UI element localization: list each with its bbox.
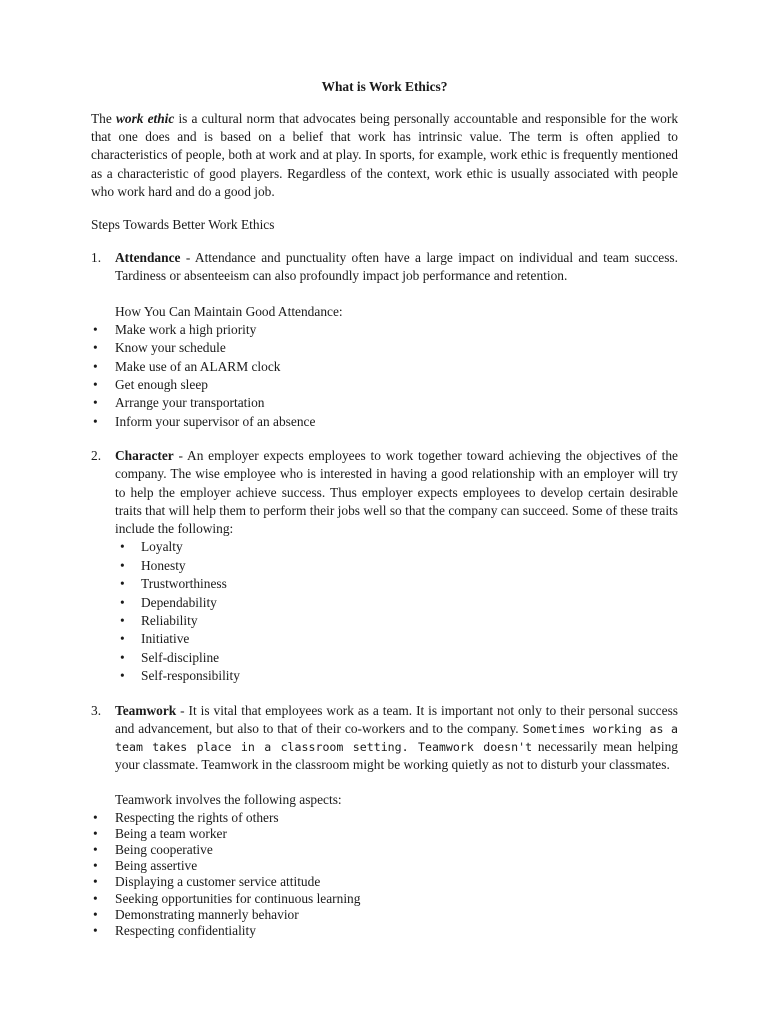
bullet-icon: • — [120, 576, 125, 592]
bullet-icon: • — [120, 557, 125, 573]
list-item: • Seeking opportunities for continuous learning — [93, 890, 361, 906]
teamwork-aspects-list — [91, 810, 678, 940]
step-paragraph — [115, 447, 678, 538]
step-label: Teamwork — [115, 702, 177, 718]
document-page — [91, 78, 678, 939]
bullet-icon: • — [120, 649, 125, 665]
attendance-list — [91, 321, 678, 431]
bullet-icon: • — [93, 358, 98, 374]
bullet-icon: • — [120, 539, 125, 555]
list-item: • Reliability — [115, 612, 678, 630]
step-number: 1. — [91, 250, 102, 266]
bullet-icon: • — [93, 377, 98, 393]
list-item: • Make work a high priority — [91, 321, 678, 339]
attendance-sub-heading: How You Can Maintain Good Attendance: — [115, 303, 343, 319]
list-item: • Get enough sleep — [91, 376, 678, 394]
list-item: • Dependability — [115, 594, 678, 612]
step-text: - An employer expects employees to work together toward achieving the objectives of the company. The wise employee who is interested in having a good relationship with an employer will try to help the employer achieve success. Thus employer expects employees to develop certain desirable traits that will help them to perform their jobs well so that the company can succeed. Some of these traits include the following: — [115, 448, 678, 537]
intro-rest: is a cultural norm that advocates being personally accountable and responsible for the work that one does and is based on a belief that work has intrinsic value. The term is often applied to characteristics of people, both at work and at play. In sports, for example, work ethic is frequently mentioned as a characteristic of good players. Regardless of the context, work ethic is usually associated with people who work hard and do a good job. — [91, 111, 679, 199]
step-paragraph — [115, 702, 678, 775]
bullet-icon: • — [93, 858, 98, 874]
intro-term: work ethic — [115, 111, 175, 126]
bullet-icon: • — [93, 906, 98, 922]
list-item: • Self-responsibility — [115, 667, 678, 685]
teamwork-sub-heading: Teamwork involves the following aspects: — [115, 792, 342, 808]
bullet-icon: • — [93, 321, 98, 337]
list-item: • Trustworthiness — [115, 575, 678, 593]
step-text: - Attendance and punctuality often have a large impact on individual and team success. Tardiness or absenteeism can also profoundly impact job performance and retention. — [115, 250, 678, 284]
character-traits-list — [115, 538, 678, 685]
intro-paragraph — [91, 110, 678, 201]
bullet-icon: • — [93, 395, 98, 411]
intro-lead: The — [91, 111, 116, 126]
step-character — [91, 447, 678, 685]
bullet-icon: • — [93, 340, 98, 356]
document-title: What is Work Ethics? — [321, 79, 448, 94]
step-teamwork — [91, 702, 678, 940]
list-item: • Being a team worker — [93, 825, 227, 841]
bullet-icon: • — [120, 612, 125, 628]
list-item: • Inform your supervisor of an absence — [91, 413, 678, 431]
list-item: • Arrange your transportation — [91, 394, 678, 412]
bullet-icon: • — [93, 890, 98, 906]
step-number: 2. — [91, 448, 102, 464]
steps-heading: Steps Towards Better Work Ethics — [91, 217, 275, 233]
bullet-icon: • — [120, 668, 125, 684]
list-item: • Loyalty — [115, 538, 678, 556]
list-item: • Being cooperative — [93, 841, 213, 857]
step-text: - It is vital that employees work as a team. It is important not only to their personal success and advancement, but also to that of their co-workers and to the company. — [115, 702, 678, 736]
bullet-icon: • — [93, 809, 98, 825]
list-item: • Demonstrating mannerly behavior — [93, 906, 299, 922]
step-number: 3. — [91, 702, 102, 718]
step-text: necessarily mean helping your classmate. Teamwork in the classroom might be working quietly as not to disturb your classmates. — [115, 738, 678, 773]
bullet-icon: • — [93, 825, 98, 841]
list-item: • Respecting confidentiality — [93, 922, 256, 938]
list-item: • Make use of an ALARM clock — [91, 358, 678, 376]
bullet-icon: • — [93, 841, 98, 857]
list-item: • Initiative — [115, 630, 678, 648]
bullet-icon: • — [120, 594, 125, 610]
bullet-icon: • — [93, 922, 98, 938]
step-paragraph — [115, 249, 678, 285]
step-attendance — [91, 249, 678, 431]
list-item: • Displaying a customer service attitude — [93, 874, 321, 890]
bullet-icon: • — [93, 874, 98, 890]
step-text-mono: Sometimes working as a team takes place in a classroom setting. Teamwork doesn't — [115, 721, 678, 754]
bullet-icon: • — [120, 631, 125, 647]
list-item: • Respecting the rights of others — [93, 809, 279, 825]
step-label: Character — [115, 448, 174, 464]
list-item: • Being assertive — [93, 858, 198, 874]
list-item: • Honesty — [115, 557, 678, 575]
step-label: Attendance — [115, 250, 181, 266]
bullet-icon: • — [93, 413, 98, 429]
list-item: • Know your schedule — [91, 339, 678, 357]
list-item: • Self-discipline — [115, 649, 678, 667]
